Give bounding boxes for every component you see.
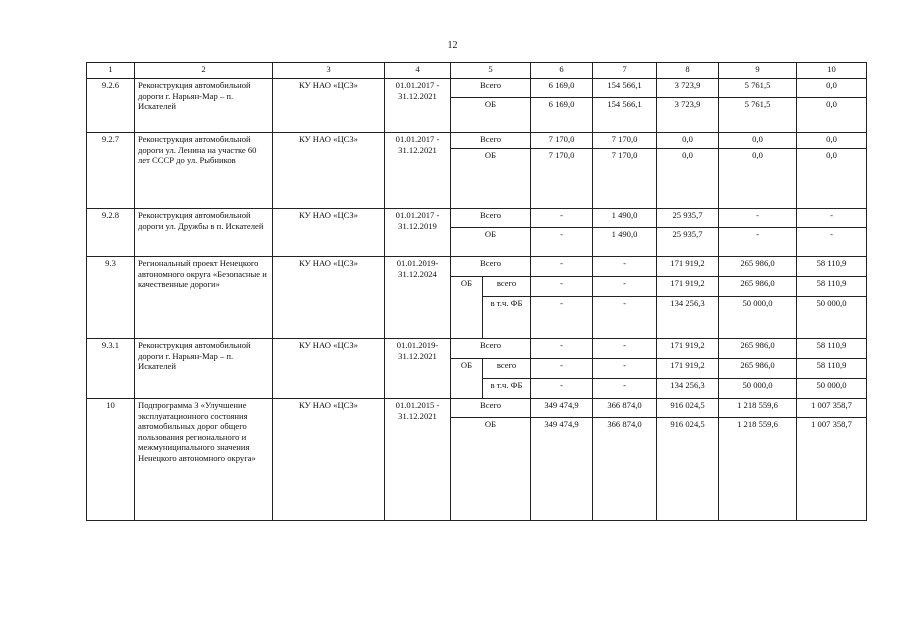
col-header-3: 3	[273, 63, 385, 79]
row-executor: КУ НАО «ЦСЗ»	[273, 79, 385, 133]
value-cell: 7 170,0	[593, 133, 657, 149]
row-period: 01.01.2017 - 31.12.2019	[385, 209, 451, 257]
value-cell: 171 919,2	[657, 257, 719, 277]
value-cell: 25 935,7	[657, 228, 719, 257]
value-cell: 916 024,5	[657, 418, 719, 521]
source-label: Всего	[451, 209, 531, 228]
value-cell: -	[593, 379, 657, 399]
row-period: 01.01.2019- 31.12.2021	[385, 339, 451, 399]
value-cell: 154 566,1	[593, 98, 657, 133]
value-cell: -	[593, 297, 657, 339]
value-cell: 0,0	[797, 79, 867, 98]
row-name: Реконструкция автомобильной дороги ул. Дружбы в п. Искателей	[135, 209, 273, 257]
value-cell: -	[593, 257, 657, 277]
table-row	[87, 133, 867, 149]
col-header-9: 9	[719, 63, 797, 79]
row-id: 9.2.6	[87, 79, 135, 133]
value-cell: 7 170,0	[531, 149, 593, 209]
row-name: Реконструкция автомобильной дороги г. Нарьян-Мар – п. Искателей	[135, 79, 273, 133]
value-cell: 3 723,9	[657, 79, 719, 98]
value-cell: -	[593, 359, 657, 379]
value-cell: -	[531, 228, 593, 257]
row-id: 9.2.7	[87, 133, 135, 209]
source-label: ОБ	[451, 149, 531, 209]
col-header-6: 6	[531, 63, 593, 79]
value-cell: 3 723,9	[657, 98, 719, 133]
value-cell: 7 170,0	[593, 149, 657, 209]
table-row	[87, 79, 867, 98]
row-period: 01.01.2019- 31.12.2024	[385, 257, 451, 339]
source-label: Всего	[451, 79, 531, 98]
col-header-1: 1	[87, 63, 135, 79]
value-cell: 58 110,9	[797, 257, 867, 277]
source-label: Всего	[451, 133, 531, 149]
value-cell: 171 919,2	[657, 277, 719, 297]
table-row	[87, 339, 867, 359]
row-executor: КУ НАО «ЦСЗ»	[273, 339, 385, 399]
source-sublabel: всего	[483, 359, 531, 379]
value-cell: 50 000,0	[719, 297, 797, 339]
value-cell: 1 007 358,7	[797, 399, 867, 418]
source-sublabel: в т.ч. ФБ	[483, 297, 531, 339]
value-cell: 58 110,9	[797, 277, 867, 297]
value-cell: 1 490,0	[593, 209, 657, 228]
source-sublabel: в т.ч. ФБ	[483, 379, 531, 399]
value-cell: 58 110,9	[797, 339, 867, 359]
col-header-10: 10	[797, 63, 867, 79]
value-cell: 50 000,0	[797, 297, 867, 339]
value-cell: 5 761,5	[719, 98, 797, 133]
value-cell: 50 000,0	[719, 379, 797, 399]
value-cell: 7 170,0	[531, 133, 593, 149]
value-cell: -	[593, 339, 657, 359]
value-cell: 0,0	[657, 149, 719, 209]
source-label: ОБ	[451, 418, 531, 521]
row-id: 10	[87, 399, 135, 521]
row-period: 01.01.2017 - 31.12.2021	[385, 79, 451, 133]
value-cell: 366 874,0	[593, 418, 657, 521]
value-cell: 0,0	[797, 133, 867, 149]
value-cell: -	[593, 277, 657, 297]
source-label: ОБ	[451, 228, 531, 257]
source-label: Всего	[451, 399, 531, 418]
row-name: Реконструкция автомобильной дороги г. Нарьян-Мар – п. Искателей	[135, 339, 273, 399]
col-header-8: 8	[657, 63, 719, 79]
value-cell: 265 986,0	[719, 339, 797, 359]
value-cell: 1 218 559,6	[719, 399, 797, 418]
table-row	[87, 257, 867, 277]
value-cell: 1 007 358,7	[797, 418, 867, 521]
col-header-2: 2	[135, 63, 273, 79]
col-header-5: 5	[451, 63, 531, 79]
source-label-ob: ОБ	[451, 277, 483, 339]
value-cell: 1 490,0	[593, 228, 657, 257]
value-cell: 171 919,2	[657, 339, 719, 359]
value-cell: 349 474,9	[531, 418, 593, 521]
col-header-4: 4	[385, 63, 451, 79]
value-cell: -	[531, 339, 593, 359]
table-row	[87, 399, 867, 418]
value-cell: 171 919,2	[657, 359, 719, 379]
value-cell: 0,0	[797, 149, 867, 209]
value-cell: 0,0	[719, 149, 797, 209]
value-cell: -	[531, 277, 593, 297]
source-label-ob: ОБ	[451, 359, 483, 399]
source-label: ОБ	[451, 98, 531, 133]
col-header-7: 7	[593, 63, 657, 79]
value-cell: 0,0	[657, 133, 719, 149]
value-cell: 134 256,3	[657, 297, 719, 339]
row-period: 01.01.2017 - 31.12.2021	[385, 133, 451, 209]
value-cell: 349 474,9	[531, 399, 593, 418]
row-name: Подпрограмма 3 «Улучшение эксплуатационного состояния автомобильных дорог общего пользования регионального и межмуниципального значения Ненецкого автономного округа»	[135, 399, 273, 521]
value-cell: 134 256,3	[657, 379, 719, 399]
value-cell: 265 986,0	[719, 359, 797, 379]
value-cell: -	[531, 209, 593, 228]
header-row	[87, 63, 867, 79]
value-cell: 916 024,5	[657, 399, 719, 418]
value-cell: -	[719, 209, 797, 228]
row-period: 01.01.2015 - 31.12.2021	[385, 399, 451, 521]
value-cell: 265 986,0	[719, 277, 797, 297]
value-cell: 50 000,0	[797, 379, 867, 399]
value-cell: 5 761,5	[719, 79, 797, 98]
value-cell: 6 169,0	[531, 98, 593, 133]
value-cell: 154 566,1	[593, 79, 657, 98]
source-label: Всего	[451, 257, 531, 277]
value-cell: -	[531, 379, 593, 399]
page-number: 12	[447, 40, 458, 51]
value-cell: -	[531, 297, 593, 339]
value-cell: -	[797, 209, 867, 228]
row-name: Реконструкция автомобильной дороги ул. Ленина на участке 60 лет СССР до ул. Рыбников	[135, 133, 273, 209]
row-executor: КУ НАО «ЦСЗ»	[273, 257, 385, 339]
row-id: 9.2.8	[87, 209, 135, 257]
row-name: Региональный проект Ненецкого автономного округа «Безопасные и качественные дороги»	[135, 257, 273, 339]
value-cell: 366 874,0	[593, 399, 657, 418]
value-cell: 265 986,0	[719, 257, 797, 277]
value-cell: 25 935,7	[657, 209, 719, 228]
value-cell: 1 218 559,6	[719, 418, 797, 521]
table-row	[87, 209, 867, 228]
row-executor: КУ НАО «ЦСЗ»	[273, 209, 385, 257]
value-cell: -	[531, 257, 593, 277]
value-cell: 0,0	[797, 98, 867, 133]
row-executor: КУ НАО «ЦСЗ»	[273, 399, 385, 521]
value-cell: 58 110,9	[797, 359, 867, 379]
value-cell: -	[797, 228, 867, 257]
value-cell: 0,0	[719, 133, 797, 149]
row-id: 9.3.1	[87, 339, 135, 399]
value-cell: 6 169,0	[531, 79, 593, 98]
source-sublabel: всего	[483, 277, 531, 297]
value-cell: -	[719, 228, 797, 257]
row-executor: КУ НАО «ЦСЗ»	[273, 133, 385, 209]
value-cell: -	[531, 359, 593, 379]
budget-table	[86, 62, 867, 521]
row-id: 9.3	[87, 257, 135, 339]
source-label: Всего	[451, 339, 531, 359]
